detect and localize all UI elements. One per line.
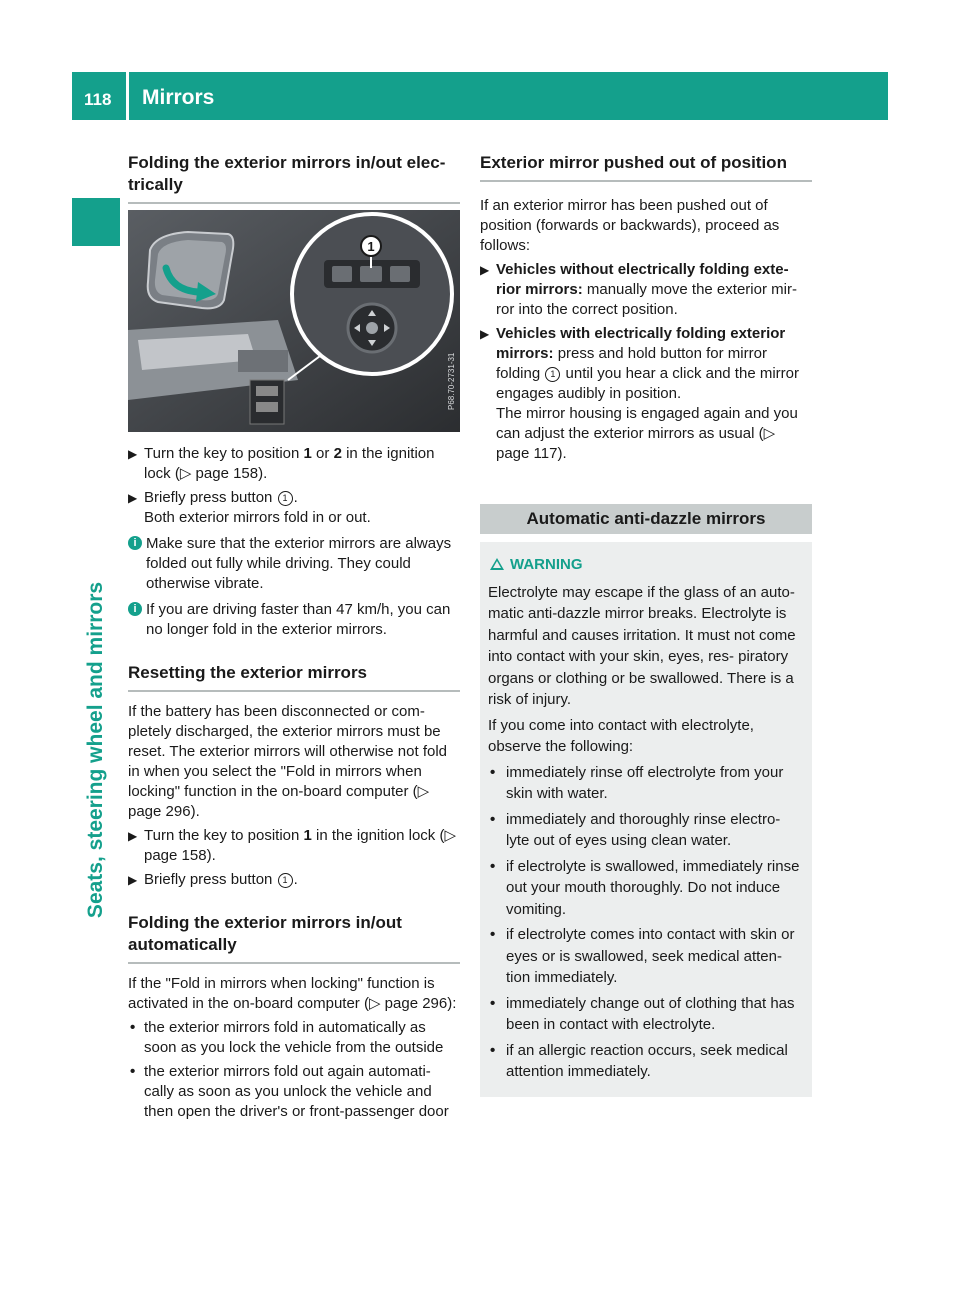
- step-arrow-icon: ▶: [128, 491, 138, 505]
- bullet-icon: •: [490, 994, 496, 1012]
- page-ref-arrow-icon: ▷: [368, 995, 385, 1012]
- bullet-icon: •: [490, 926, 496, 943]
- page-number: 118: [84, 90, 112, 109]
- bullet-icon: •: [490, 810, 496, 828]
- warning-paragraph: Electrolyte may escape if the glass of an auto- matic anti-dazzle mirror breaks. Electrolyte is harmful and causes irritation. It must not come into contact with your skin, eyes, res- piratory organs or clothing or be swallowed. There is a risk of injury.: [488, 583, 796, 708]
- page-title: Mirrors: [142, 86, 215, 109]
- list-item: • immediately rinse off electrolyte from your skin with water.: [490, 763, 784, 802]
- list-item: • the exterior mirrors fold out again automati- cally as soon as you unlock the vehicle and then open the driver's or front-passenger door: [130, 1063, 449, 1120]
- info-icon: i: [128, 602, 142, 616]
- chapter-marker: [72, 198, 120, 246]
- page-ref-arrow-icon: ▷: [444, 827, 456, 844]
- section-title-fold-electrically: Folding the exterior mirrors in/out elec- trically: [128, 152, 460, 204]
- warning-triangle-icon: [490, 558, 504, 570]
- left-column: [128, 152, 460, 1122]
- section-title-resetting: Resetting the exterior mirrors: [128, 662, 460, 692]
- page-reference-link[interactable]: page 158: [144, 847, 207, 864]
- step-arrow-icon: ▶: [128, 447, 138, 461]
- step-result: Both exterior mirrors fold in or out.: [144, 509, 371, 526]
- paragraph: If an exterior mirror has been pushed out of position (forwards or backwards), proceed as follows:: [480, 197, 780, 254]
- paragraph: If the "Fold in mirrors when locking" function is activated in the on-board computer (▷ page 296):: [128, 975, 457, 1012]
- step-arrow-icon: ▶: [480, 263, 490, 277]
- mirror-control-illustration: [128, 210, 460, 432]
- bullet-icon: •: [490, 857, 496, 875]
- door-panel-image: [128, 210, 460, 432]
- section-title-fold-automatically: Folding the exterior mirrors in/out automatically: [128, 912, 460, 964]
- page-reference-link[interactable]: page 158: [195, 465, 259, 482]
- warning-title: WARNING: [488, 554, 804, 576]
- info-note: i Make sure that the exterior mirrors are always folded out fully while driving. They could otherwise vibrate.: [128, 534, 460, 594]
- chapter-title: Seats, steering wheel and mirrors: [84, 581, 107, 919]
- header-divider: [126, 72, 129, 120]
- step-without-folding: ▶ Vehicles without electrically folding exte- rior mirrors: manually move the exterior mir- ror into the correct position.: [480, 261, 797, 318]
- right-column: [480, 152, 812, 1097]
- list-item: • if an allergic reaction occurs, seek medical attention immediately.: [490, 1041, 788, 1080]
- paragraph: If the battery has been disconnected or com- pletely discharged, the exterior mirrors must be reset. The exterior mirrors will otherwise not fold in when you select the "Fold in mirrors when locking" function in the on-board computer (▷ page 296).: [128, 703, 447, 820]
- bullet-icon: •: [490, 1041, 496, 1059]
- list-item: • immediately change out of clothing that has been in contact with electrolyte.: [490, 994, 795, 1033]
- list-item: • the exterior mirrors fold in automatically as soon as you lock the vehicle from the outside: [130, 1019, 444, 1056]
- step-turn-key: ▶ Turn the key to position 1 in the ignition lock (▷ page 158).: [128, 827, 456, 864]
- page-reference-link[interactable]: page 296: [384, 995, 448, 1012]
- callout-number: 1: [278, 873, 293, 888]
- list-item: • if electrolyte comes into contact with skin or eyes or is swallowed, seek medical atten- tion immediately.: [490, 926, 795, 986]
- page-ref-arrow-icon: ▷: [179, 465, 196, 482]
- callout-number: 1: [367, 239, 375, 254]
- page-ref-arrow-icon: ▷: [417, 783, 430, 800]
- page-reference-link[interactable]: page 296: [128, 803, 191, 820]
- callout-number: 1: [278, 491, 293, 506]
- step-press-button: ▶ Briefly press button 1 .: [128, 871, 298, 888]
- warning-box: [480, 542, 812, 1097]
- image-code: P68.70-2731-31: [447, 352, 456, 410]
- step-turn-key: ▶ Turn the key to position 1 or 2 in the ignition lock (▷ page 158).: [128, 445, 435, 482]
- bullet-icon: •: [130, 1019, 136, 1036]
- section-title-anti-dazzle: Automatic anti-dazzle mirrors: [480, 504, 812, 534]
- bullet-icon: •: [490, 763, 496, 781]
- list-item: • immediately and thoroughly rinse electro- lyte out of eyes using clean water.: [490, 810, 781, 849]
- info-note: i If you are driving faster than 47 km/h, you can no longer fold in the exterior mirrors.: [128, 600, 460, 640]
- page-ref-arrow-icon: ▷: [763, 425, 776, 442]
- list-item: • if electrolyte is swallowed, immediately rinse out your mouth thoroughly. Do not induce vomiting.: [490, 857, 800, 918]
- step-arrow-icon: ▶: [128, 829, 138, 843]
- bullet-icon: •: [130, 1063, 136, 1080]
- step-with-folding: ▶ Vehicles with electrically folding exterior mirrors: press and hold button for mirror folding 1 until you hear a click and the mirror engages audibly in position. The mirror housing is engaged again and you can adjust the exterior mirrors as usual (▷ page 117).: [480, 325, 799, 462]
- step-arrow-icon: ▶: [128, 873, 138, 887]
- page-header: [72, 72, 888, 120]
- callout-number: 1: [545, 367, 560, 382]
- step-press-button: ▶ Briefly press button 1 . Both exterior mirrors fold in or out.: [128, 488, 460, 528]
- warning-paragraph: If you come into contact with electrolyte, observe the following:: [488, 716, 754, 755]
- info-icon: i: [128, 536, 142, 550]
- section-title-pushed-out: Exterior mirror pushed out of position: [480, 152, 812, 182]
- page-reference-link[interactable]: page 117: [496, 445, 558, 462]
- step-arrow-icon: ▶: [480, 327, 490, 341]
